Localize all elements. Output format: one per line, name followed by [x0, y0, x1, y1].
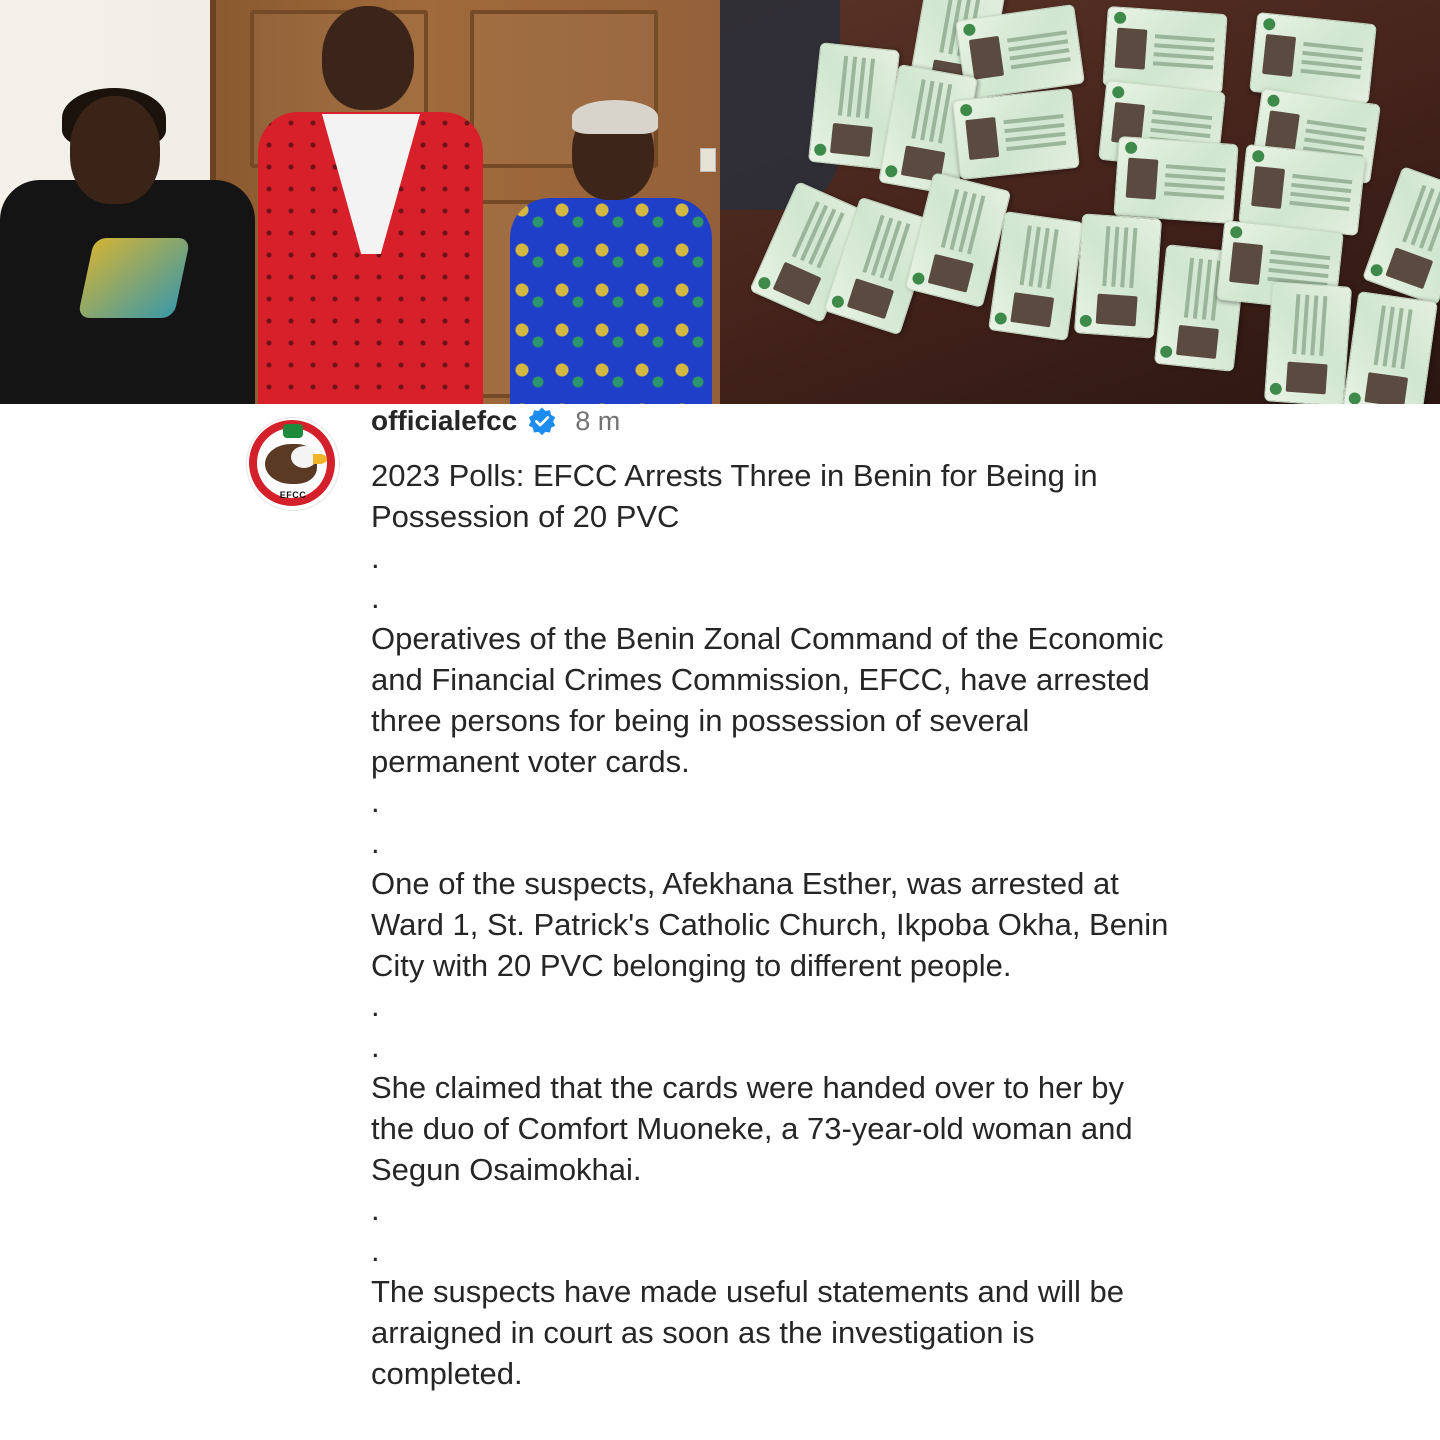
avatar-logo-label: EFCC — [279, 490, 307, 500]
caption-paragraph: One of the suspects, Afekhana Esther, was arrested at Ward 1, St. Patrick's Catholic Church, Ikpoba Okha, Benin City with 20 PVC belonging to different people. — [371, 865, 1169, 983]
caption-separator: . — [371, 1233, 380, 1269]
post-caption — [371, 456, 1171, 1394]
caption-separator: . — [371, 580, 380, 616]
post-header — [371, 402, 620, 440]
caption-separator: . — [371, 1192, 380, 1228]
profile-avatar[interactable] — [246, 417, 340, 511]
caption-title: 2023 Polls: EFCC Arrests Three in Benin for Being in Possession of 20 PVC — [371, 458, 1098, 534]
caption-separator: . — [371, 825, 380, 861]
caption-paragraph: She claimed that the cards were handed over to her by the duo of Comfort Muoneke, a 73-year-old woman and Segun Osaimokhai. — [371, 1069, 1133, 1187]
username-link[interactable]: officialefcc — [371, 405, 518, 436]
caption-separator: . — [371, 1029, 380, 1065]
suspects-photo — [0, 0, 720, 404]
caption-paragraph: The suspects have made useful statements and will be arraigned in court as soon as the investigation is completed. — [371, 1273, 1125, 1391]
caption-separator: . — [371, 539, 380, 575]
coat-of-arms-icon — [283, 424, 303, 438]
post-photos[interactable] — [0, 0, 1440, 404]
caption-paragraph: Operatives of the Benin Zonal Command of the Economic and Financial Crimes Commission, EFCC, have arrested three persons for being in possession of several permanent voter cards. — [371, 621, 1164, 779]
caption-separator: . — [371, 988, 380, 1024]
voter-cards-photo — [720, 0, 1440, 404]
caption-separator: . — [371, 784, 380, 820]
post-timestamp: 8 m — [575, 405, 621, 436]
verified-badge-icon — [527, 406, 557, 436]
